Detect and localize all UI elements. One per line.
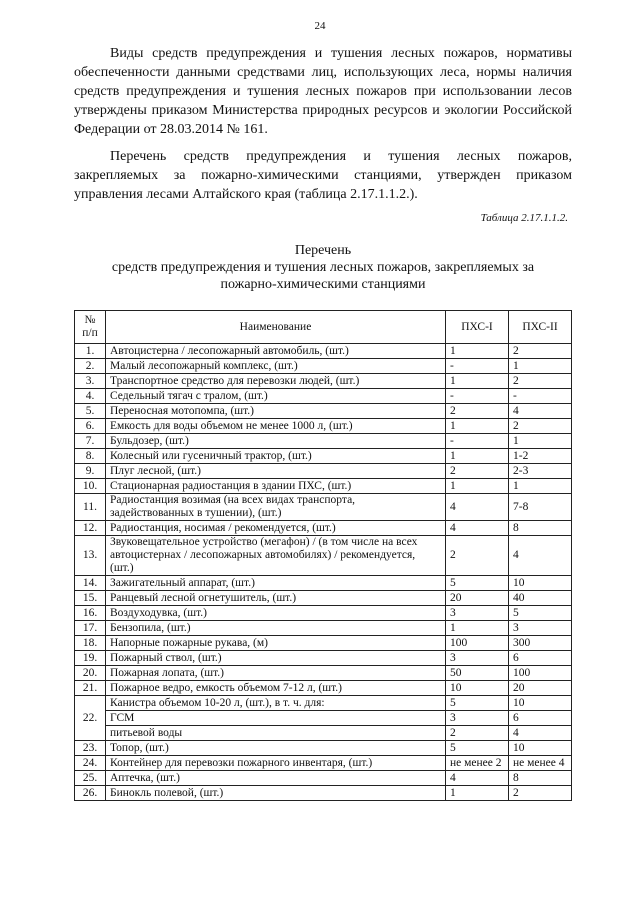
row-pxs2: 6 <box>509 711 572 726</box>
row-pxs2: 10 <box>509 576 572 591</box>
row-pxs1: 1 <box>446 621 509 636</box>
table-row <box>75 681 572 696</box>
row-pxs2: 1 <box>509 359 572 374</box>
table-row <box>75 449 572 464</box>
row-num: 9. <box>75 464 106 479</box>
row-num: 13. <box>75 536 106 576</box>
row-name: Бинокль полевой, (шт.) <box>106 786 446 801</box>
row-name: Бульдозер, (шт.) <box>106 434 446 449</box>
row-num: 4. <box>75 389 106 404</box>
row-name: Емкость для воды объемом не менее 1000 л, (шт.) <box>106 419 446 434</box>
row-num: 18. <box>75 636 106 651</box>
row-pxs2: 6 <box>509 651 572 666</box>
row-pxs2: 100 <box>509 666 572 681</box>
row-num: 22. <box>75 696 106 741</box>
row-pxs1: 5 <box>446 576 509 591</box>
row-pxs2: 40 <box>509 591 572 606</box>
table-heading <box>74 242 572 293</box>
row-num: 12. <box>75 521 106 536</box>
row-num: 11. <box>75 494 106 521</box>
row-name: Канистра объемом 10-20 л, (шт.), в т. ч. для: <box>106 696 446 711</box>
row-pxs2: 8 <box>509 771 572 786</box>
table-row <box>75 419 572 434</box>
row-name: Бензопила, (шт.) <box>106 621 446 636</box>
row-pxs2: 2 <box>509 419 572 434</box>
row-pxs1: 50 <box>446 666 509 681</box>
table-row <box>75 651 572 666</box>
row-num: 19. <box>75 651 106 666</box>
row-name: Автоцистерна / лесопожарный автомобиль, (шт.) <box>106 344 446 359</box>
row-name: Малый лесопожарный комплекс, (шт.) <box>106 359 446 374</box>
row-name: Топор, (шт.) <box>106 741 446 756</box>
row-pxs2: 5 <box>509 606 572 621</box>
table-row <box>75 606 572 621</box>
row-name: Контейнер для перевозки пожарного инвентаря, (шт.) <box>106 756 446 771</box>
row-pxs1: 2 <box>446 404 509 419</box>
header-num: № п/п <box>75 311 106 344</box>
row-pxs1: 1 <box>446 449 509 464</box>
row-name: ГСМ <box>106 711 446 726</box>
row-name: Напорные пожарные рукава, (м) <box>106 636 446 651</box>
table-row <box>75 771 572 786</box>
row-num: 24. <box>75 756 106 771</box>
row-num: 5. <box>75 404 106 419</box>
row-num: 7. <box>75 434 106 449</box>
list-reference-paragraph: Перечень средств предупреждения и тушения лесных пожаров, закрепляемых за пожарно-химическими станциями, утвержден приказом управления лесами Алтайского края (таблица 2.17.1.1.2.). <box>74 149 572 202</box>
equipment-table <box>74 310 572 801</box>
row-name: Радиостанция возимая (на всех видах транспорта, задействованных в тушении), (шт.) <box>106 494 446 521</box>
row-pxs2: 10 <box>509 741 572 756</box>
row-name: Зажигательный аппарат, (шт.) <box>106 576 446 591</box>
row-pxs1: 10 <box>446 681 509 696</box>
table-row <box>75 666 572 681</box>
row-pxs1: не менее 2 <box>446 756 509 771</box>
table-row <box>75 741 572 756</box>
row-pxs1: 2 <box>446 464 509 479</box>
row-pxs1: 4 <box>446 494 509 521</box>
row-num: 16. <box>75 606 106 621</box>
row-num: 6. <box>75 419 106 434</box>
row-pxs1: 1 <box>446 419 509 434</box>
row-pxs2: не менее 4 <box>509 756 572 771</box>
row-pxs2: - <box>509 389 572 404</box>
table-row <box>75 536 572 576</box>
row-pxs1: 5 <box>446 741 509 756</box>
table-body <box>75 344 572 801</box>
row-name: Аптечка, (шт.) <box>106 771 446 786</box>
row-num: 3. <box>75 374 106 389</box>
row-pxs2: 2 <box>509 374 572 389</box>
row-num: 25. <box>75 771 106 786</box>
table-row <box>75 591 572 606</box>
row-pxs1: 100 <box>446 636 509 651</box>
row-pxs2: 2 <box>509 786 572 801</box>
table-label: Таблица 2.17.1.1.2. <box>480 212 568 224</box>
row-name: Звуковещательное устройство (мегафон) / (в том числе на всех автоцистернах / лесопожарных автомобилях) / рекомендуется, (шт.) <box>106 536 446 576</box>
row-pxs1: 1 <box>446 479 509 494</box>
row-num: 1. <box>75 344 106 359</box>
row-num: 20. <box>75 666 106 681</box>
row-pxs2: 4 <box>509 536 572 576</box>
table-row <box>75 374 572 389</box>
table-row <box>75 521 572 536</box>
row-pxs1: 3 <box>446 606 509 621</box>
row-pxs2: 4 <box>509 726 572 741</box>
table-header-row <box>75 311 572 344</box>
row-pxs2: 4 <box>509 404 572 419</box>
table-row-22 <box>75 696 572 711</box>
row-pxs2: 1 <box>509 434 572 449</box>
row-pxs1: 2 <box>446 726 509 741</box>
row-num: 26. <box>75 786 106 801</box>
row-pxs1: 1 <box>446 786 509 801</box>
row-pxs2: 20 <box>509 681 572 696</box>
row-name: Пожарная лопата, (шт.) <box>106 666 446 681</box>
row-pxs2: 8 <box>509 521 572 536</box>
header-name: Наименование <box>106 311 446 344</box>
table-row <box>75 576 572 591</box>
row-pxs2: 7-8 <box>509 494 572 521</box>
table-row <box>75 359 572 374</box>
row-name: питьевой воды <box>106 726 446 741</box>
row-pxs1: 1 <box>446 344 509 359</box>
row-pxs1: 4 <box>446 771 509 786</box>
row-num: 8. <box>75 449 106 464</box>
table-row <box>75 786 572 801</box>
row-pxs1: 4 <box>446 521 509 536</box>
table-row <box>75 344 572 359</box>
row-pxs2: 1-2 <box>509 449 572 464</box>
row-name: Плуг лесной, (шт.) <box>106 464 446 479</box>
row-name: Пожарный ствол, (шт.) <box>106 651 446 666</box>
row-pxs2: 3 <box>509 621 572 636</box>
heading-line-3: пожарно-химическими станциями <box>220 277 426 292</box>
table-row <box>75 434 572 449</box>
table-row <box>75 479 572 494</box>
table-row <box>75 404 572 419</box>
row-pxs1: 3 <box>446 651 509 666</box>
row-num: 15. <box>75 591 106 606</box>
row-pxs2: 2 <box>509 344 572 359</box>
row-pxs2: 2-3 <box>509 464 572 479</box>
row-pxs1: - <box>446 359 509 374</box>
row-name: Пожарное ведро, емкость объемом 7-12 л, (шт.) <box>106 681 446 696</box>
table-row-22-sub1 <box>75 711 572 726</box>
row-pxs1: - <box>446 434 509 449</box>
intro-paragraph: Виды средств предупреждения и тушения лесных пожаров, нормативы обеспеченности данными средствами лиц, использующих леса, нормы наличия средств предупреждения и тушения лесных пожаров при использовании лесов утверждены приказом Министерства природных ресурсов и экологии Российской Федерации от 28.03.2014 № 161. <box>74 46 572 137</box>
row-pxs1: 1 <box>446 374 509 389</box>
table-row-22-sub2 <box>75 726 572 741</box>
row-num: 10. <box>75 479 106 494</box>
row-num: 2. <box>75 359 106 374</box>
table-row <box>75 494 572 521</box>
row-pxs1: 2 <box>446 536 509 576</box>
row-num: 21. <box>75 681 106 696</box>
row-num: 14. <box>75 576 106 591</box>
row-pxs1: 20 <box>446 591 509 606</box>
table-row <box>75 621 572 636</box>
table-row <box>75 464 572 479</box>
table-row <box>75 756 572 771</box>
table-row <box>75 636 572 651</box>
row-name: Колесный или гусеничный трактор, (шт.) <box>106 449 446 464</box>
row-name: Седельный тягач с тралом, (шт.) <box>106 389 446 404</box>
row-pxs2: 300 <box>509 636 572 651</box>
row-name: Транспортное средство для перевозки людей, (шт.) <box>106 374 446 389</box>
row-name: Воздуходувка, (шт.) <box>106 606 446 621</box>
header-pxs1: ПХС-I <box>446 311 509 344</box>
heading-line-2: средств предупреждения и тушения лесных пожаров, закрепляемых за <box>111 260 535 275</box>
table-row <box>75 389 572 404</box>
row-name: Ранцевый лесной огнетушитель, (шт.) <box>106 591 446 606</box>
row-pxs2: 1 <box>509 479 572 494</box>
heading-line-1: Перечень <box>294 243 352 258</box>
row-num: 23. <box>75 741 106 756</box>
row-name: Переносная мотопомпа, (шт.) <box>106 404 446 419</box>
row-name: Стационарная радиостанция в здании ПХС, (шт.) <box>106 479 446 494</box>
row-pxs1: - <box>446 389 509 404</box>
row-pxs2: 10 <box>509 696 572 711</box>
row-pxs1: 5 <box>446 696 509 711</box>
row-pxs1: 3 <box>446 711 509 726</box>
header-pxs2: ПХС-II <box>509 311 572 344</box>
row-num: 17. <box>75 621 106 636</box>
page-number: 24 <box>314 20 326 32</box>
row-name: Радиостанция, носимая / рекомендуется, (шт.) <box>106 521 446 536</box>
